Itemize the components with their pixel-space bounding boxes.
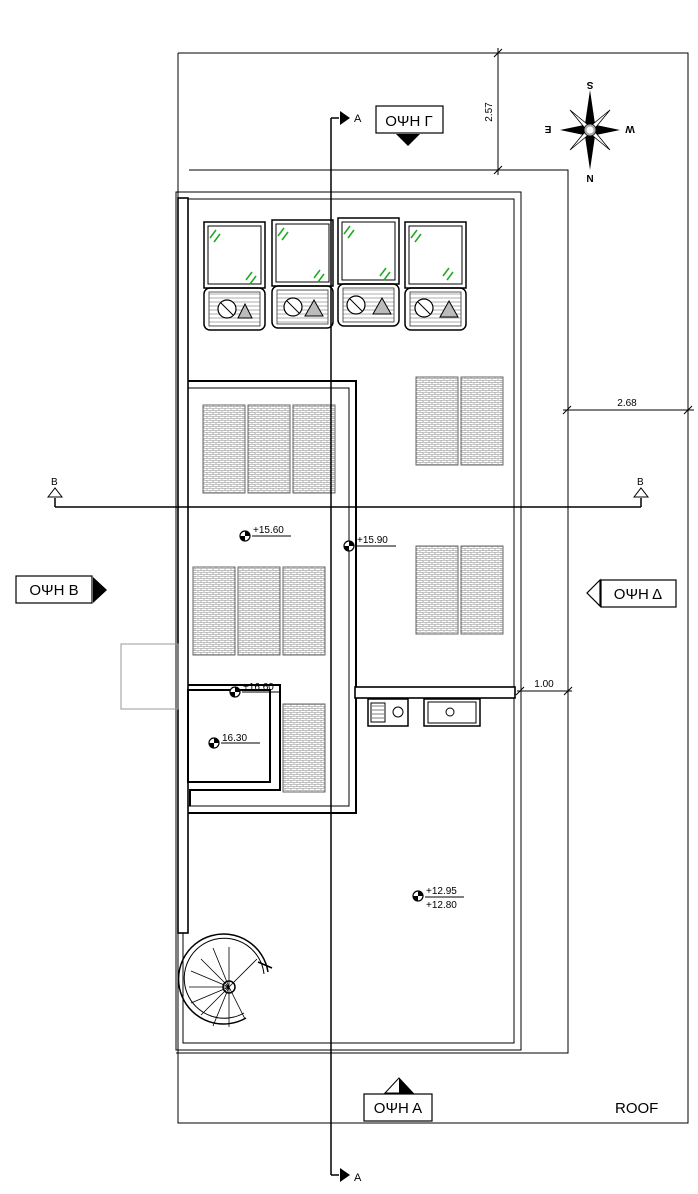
solar-collectors bbox=[204, 218, 466, 330]
section-marker-a-bottom: A bbox=[354, 1172, 362, 1184]
level-label-4: 16.30 bbox=[222, 733, 248, 744]
spiral-stair-icon bbox=[179, 934, 272, 1027]
compass-rose-icon bbox=[544, 79, 634, 183]
elevation-tag-a bbox=[364, 1078, 432, 1121]
level-label-2: +15.90 bbox=[357, 535, 388, 546]
compass-label-w: W bbox=[625, 123, 635, 134]
compass-label-e: E bbox=[544, 123, 552, 134]
level-label-1: +15.60 bbox=[253, 525, 284, 536]
level-marker bbox=[240, 525, 291, 541]
dimension-right-label: 2.68 bbox=[617, 398, 637, 409]
section-marker-b-left: B bbox=[51, 477, 58, 488]
dimension-side-label: 1.00 bbox=[534, 679, 554, 690]
compass-label-s: S bbox=[586, 79, 594, 90]
dimension-top-label: 2.57 bbox=[484, 102, 495, 122]
solar-collector-icon bbox=[338, 218, 399, 326]
level-label-5b: +12.80 bbox=[426, 900, 457, 911]
elevation-tag-d-label: ΟΨΗ Δ bbox=[613, 586, 663, 603]
elevation-tag-b bbox=[16, 576, 107, 603]
kitchen-fixtures bbox=[368, 699, 480, 726]
elevation-tag-g-label: ΟΨΗ Γ bbox=[385, 113, 433, 130]
solar-collector-icon bbox=[272, 220, 333, 328]
level-label-3: +16.60 bbox=[243, 682, 274, 693]
panel-groups bbox=[193, 377, 503, 792]
level-marker bbox=[344, 535, 396, 551]
elevation-tag-g bbox=[376, 106, 443, 146]
level-marker bbox=[413, 886, 464, 911]
compass-label-n: N bbox=[586, 172, 594, 183]
sheet-label: ROOF bbox=[615, 1100, 659, 1117]
dimension-side bbox=[516, 679, 572, 695]
dimension-right bbox=[563, 398, 694, 414]
elevation-tag-a-label: ΟΨΗ Α bbox=[373, 1100, 423, 1117]
section-line-b bbox=[48, 488, 648, 507]
solar-collector-icon bbox=[405, 222, 466, 330]
elevation-tag-d bbox=[587, 580, 676, 607]
level-label-5a: +12.95 bbox=[426, 886, 457, 897]
section-marker-b-right: B bbox=[637, 477, 644, 488]
level-marker bbox=[209, 733, 260, 748]
section-marker-a-top: A bbox=[354, 113, 362, 125]
external-outline bbox=[121, 644, 178, 709]
solar-collector-icon bbox=[204, 222, 265, 330]
dimension-top bbox=[484, 48, 502, 175]
elevation-tag-b-label: ΟΨΗ Β bbox=[29, 582, 79, 599]
section-line-a bbox=[331, 111, 350, 1182]
